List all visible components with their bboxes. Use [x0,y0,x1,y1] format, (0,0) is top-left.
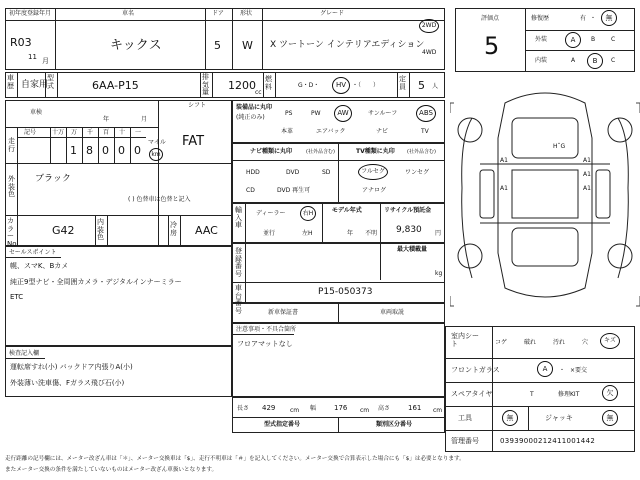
model-year-unit: 年 [347,230,354,237]
car-diagram-svg [450,78,640,322]
header-table [5,8,445,70]
length-label: 長さ [237,405,250,412]
mileage-digit: 1 [70,144,77,157]
navi-sub: (社外品含む) [306,149,335,155]
vehicle-manual: 車両取説 [380,309,405,316]
diagram-mark: HˆG [553,143,566,150]
diagram-mark: A1 [583,185,591,192]
exterior-c: C [611,36,616,43]
shape-label: 形状 [240,10,253,17]
width-value: 176 [334,404,348,412]
repair-dot: ・ [590,15,597,22]
interior-b-circle: B [587,53,603,69]
equip-navi: ナビ [376,128,389,135]
first-reg-month-unit: 月 [42,57,49,65]
glass-replace: ×要交 [570,367,588,374]
tv-fullseg-circle: フルセグ [358,164,388,180]
mileage-label: 走行 [8,137,15,153]
navi-label: ナビ種類に丸印 [250,148,293,155]
interior-label: 内装 [535,57,548,64]
interior-color-label: 内装色 [97,218,104,242]
sales-line: 純正9型ナビ・全周囲カメラ・デジタルインナーミラー [10,278,182,286]
inspector-block [5,346,232,397]
diagram-mark: A1 [583,157,591,164]
notes-label: 注意事項・不具合箇所 [236,326,297,333]
navi-sd: SD [322,169,331,176]
recycle-value: 9,830 [396,225,422,235]
color-note: ( ) 色替車は色替と記入 [128,196,191,203]
type-designation-label: 型式指定番号 [264,421,301,428]
first-reg-month: 11 [28,53,37,61]
drive-4wd: 4WD [422,49,437,56]
equip-tv: TV [421,128,429,135]
car-name-label: 車名 [122,10,135,17]
sales-line: 幌、スマK、Bカメ [10,262,69,270]
max-load-label: 最大積載量 [397,246,428,253]
inspection-label: 車検 [30,109,43,116]
import-parallel: 並行 [263,230,276,237]
equip-airbag: エアバック [316,128,346,135]
model-value: 6AA-P15 [92,79,139,92]
color-no-label: カラーNo. [7,217,19,249]
fuel-label: 燃料 [265,75,272,91]
displacement-value: 1200 [228,79,256,92]
capacity-unit: 人 [432,83,439,90]
tv-analog: アナログ [362,187,387,194]
unit-100k: 十万 [52,129,65,136]
height-unit: cm [433,407,443,414]
exterior-b: B [591,36,596,43]
tools-label: 工具 [458,414,472,422]
inspector-label: 検査記入欄 [9,350,40,357]
recycle-label: リサイクル預託金 [384,207,432,214]
equip-aw-circle: AW [334,105,352,122]
recycle-yen: 円 [435,230,442,237]
equip-abs-circle: ABS [416,105,436,122]
mile-unit: マイル [148,139,166,146]
fuel-paren: ・（ ） [352,82,380,89]
door-label: ドア [212,10,224,17]
diagram-mark: A1 [583,171,591,178]
registration-label: 登録番号 [235,247,242,279]
fuel-options: G・D・ [298,82,320,89]
notes-text: フロアマットなし [237,340,293,348]
exterior-label: 外装 [535,36,548,43]
shape-value: W [242,39,253,52]
exterior-a-circle: A [565,32,581,48]
tv-label: TV種類に丸印 [356,148,395,155]
frame-no-label: 車台番号 [235,284,242,316]
mileage-digit: 0 [134,144,141,157]
capacity-value: 5 [418,79,425,92]
spare-kit: 修理KIT [558,391,580,398]
class-no-label: 類別区分番号 [376,421,413,428]
grade-label: グレード [320,10,345,17]
jack-none-circle: 無 [602,410,618,426]
import-left: 左H [302,230,313,237]
inspection-month-unit: 月 [141,116,148,123]
seat-tear: 破れ [524,339,537,346]
tools-none-circle: 無 [502,410,518,426]
seat-scratch-circle: キズ [600,333,620,349]
seats-label: 室内シート [451,332,479,348]
max-load-kg: kg [435,270,443,277]
seat-stain: 汚れ [553,339,566,346]
capacity-label: 定員 [399,75,406,91]
sales-points-label: セールスポイント [9,249,57,256]
equip-pw: PW [311,110,321,117]
length-unit: cm [290,407,300,414]
mileage-mark-label: 記号 [24,129,37,136]
unit-1k: 千 [87,129,94,136]
grade-value: X ツートーン インテリアエディション [270,40,425,50]
glass-label: フロントガラス [451,366,500,374]
seat-hole: 穴 [582,339,589,346]
tv-oneseg: ワンセグ [405,169,430,176]
model-label: 型式 [47,74,54,90]
navi-cd: CD [246,187,255,194]
unit-10: 十 [119,129,126,136]
jack-label: ジャッキ [545,414,573,422]
length-value: 429 [262,404,276,412]
interior-a: A [571,57,576,64]
glass-dot: ・ [559,367,566,374]
shift-value: FAT [182,134,205,149]
inspector-line: 外装薄い洗車傷、Fガラス飛び石(小) [10,379,125,387]
diagram-mark: A1 [500,157,508,164]
model-year-label: モデル年式 [332,207,362,214]
import-right-circle: 右H [300,206,316,221]
cc-unit: cc [255,89,262,96]
unit-100: 百 [103,129,110,136]
width-label: 幅 [310,405,317,412]
mileage-digit: 0 [118,144,125,157]
color-label: 外装色 [8,175,15,199]
unit-10k: 万 [71,129,78,136]
new-car-warranty: 新車保証書 [268,309,299,316]
spare-missing-circle: 欠 [602,385,618,401]
sales-points-block [5,246,232,346]
width-unit: cm [360,407,370,414]
interior-c: C [611,57,616,64]
score-value: 5 [484,32,500,60]
drive-2wd-circle: 2WD [419,19,439,33]
equipment-sub: (純正のみ) [236,114,265,121]
equip-leather: 本革 [281,128,294,135]
navi-dvd-play: DVD 再生可 [277,187,311,194]
import-dealer: ディーラー [256,210,286,217]
km-circle: km [149,148,163,161]
glass-a-circle: A [537,361,553,377]
inspection-year-unit: 年 [103,116,110,123]
height-label: 高さ [378,405,391,412]
tv-sub: (社外品含む) [407,149,436,155]
first-reg-label: 初年度登録年月 [9,10,52,17]
ac-value: AAC [195,224,218,237]
mileage-digit: 0 [102,144,109,157]
footer-line-1: 走行距離の記号欄には、メーター改ざん車は「＊」、メーター交換車は「$」、走行不明車は「＃」を記入してください。メーター交換で合算表示した場合にも「$」は必要となります。 [5,456,465,462]
sales-line: ETC [10,293,24,301]
model-year-unknown: 不明 [365,230,378,237]
equip-ps: PS [285,110,293,117]
repair-yes: 有 [580,15,587,22]
doors-value: 5 [214,39,221,52]
ac-label: 冷房 [170,221,177,237]
footer-line-2: またメーター交換の条件を満たしていないものはメーター改ざん車扱いとなります。 [5,467,218,473]
shift-label: シフト [188,102,207,109]
color-value: ブラック [35,174,71,184]
inspector-line: 運転席すれ(小) バックドア内張りA(小) [10,363,133,371]
color-no-value: G42 [52,224,75,237]
height-value: 161 [408,404,422,412]
repair-label: 修復歴 [531,15,550,22]
vehicle-type-label: 車歴 [7,74,14,90]
import-label: 輸入車 [235,206,242,230]
navi-dvd: DVD [286,169,300,176]
equipment-label: 装備品に丸印 [236,104,273,111]
spare-t: T [530,391,534,398]
mileage-digit: 8 [86,144,93,157]
diagram-mark: A1 [500,185,508,192]
score-label: 評価点 [481,15,500,22]
frame-no-value: P15-050373 [318,287,373,297]
seat-burn: コゲ [495,339,508,346]
displacement-label: 排気量 [202,73,209,97]
car-name: キックス [110,38,162,53]
spare-label: スペアタイヤ [451,390,493,398]
navi-hdd: HDD [246,169,260,176]
management-value: 03939000212411001442 [500,437,596,445]
first-reg-year: R03 [10,36,32,49]
unit-1: 一 [135,129,142,136]
fuel-hv-circle: HV [332,77,350,94]
equip-sunroof: サンルーフ [368,110,398,117]
repair-no-circle: 無 [601,10,617,26]
vehicle-type-value: 自家用 [21,80,49,90]
management-label: 管理番号 [451,437,479,445]
